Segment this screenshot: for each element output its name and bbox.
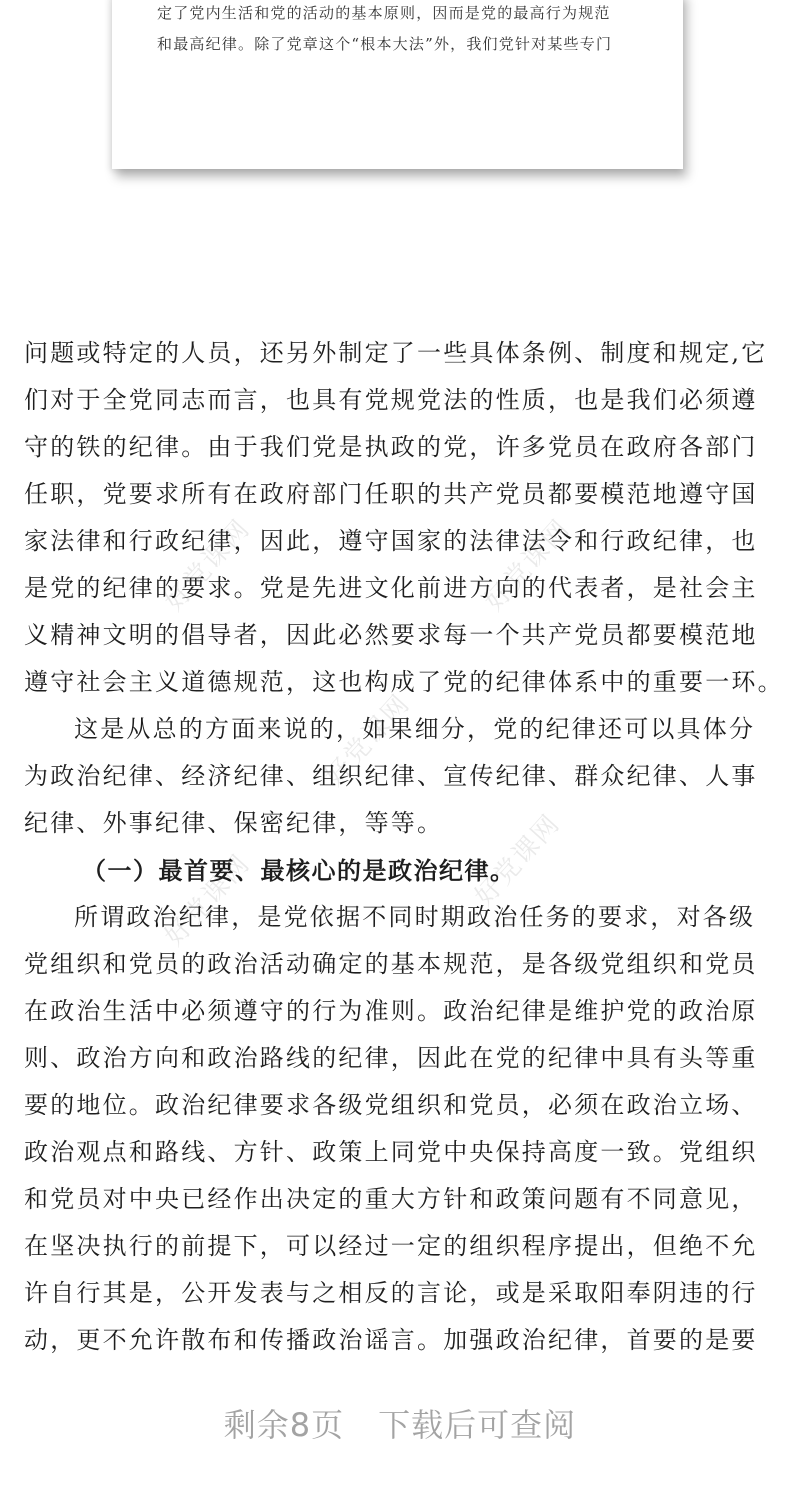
download-to-view-link[interactable]: 下载后可查阅 [378, 1406, 577, 1444]
remaining-pages-count[interactable]: 剩余8页 [223, 1406, 345, 1444]
document-line: 为政治纪律、经济纪律、组织纪律、宣传纪律、群众纪律、人事 [24, 762, 758, 790]
document-line: 政治观点和路线、方针、政策上同党中央保持高度一致。党组织 [24, 1138, 758, 1166]
document-line: 这是从总的方面来说的，如果细分，党的纪律还可以具体分 [74, 715, 756, 743]
document-line: 纪律、外事纪律、保密纪律，等等。 [24, 809, 444, 837]
watermark: 好党课网 [159, 848, 257, 952]
section-heading: （一）最首要、最核心的是政治纪律。 [82, 856, 516, 885]
document-line: 家法律和行政纪律，因此，遵守国家的法律法令和行政纪律，也 [24, 527, 758, 555]
watermark: 好党课网 [319, 688, 417, 792]
previous-page-preview-card [112, 0, 683, 169]
document-line: 党组织和党员的政治活动确定的基本规范，是各级党组织和党员 [24, 950, 758, 978]
document-line: 守的铁的纪律。由于我们党是执政的党，许多党员在政府各部门 [24, 433, 758, 461]
document-line: 遵守社会主义道德规范，这也构成了党的纪律体系中的重要一环。 [24, 668, 784, 696]
preview-line: 定了党内生活和党的活动的基本原则，因而是党的最高行为规范 [157, 4, 611, 22]
watermark: 好党课网 [479, 513, 577, 617]
document-line: 则、政治方向和政治路线的纪律，因此在党的纪律中具有头等重 [24, 1044, 758, 1072]
document-line: 任职，党要求所有在政府部门任职的共产党员都要模范地遵守国 [24, 480, 758, 508]
document-line: 要的地位。政治纪律要求各级党组织和党员，必须在政治立场、 [24, 1091, 758, 1119]
watermark: 好党课网 [159, 513, 257, 617]
document-body [24, 330, 794, 1364]
watermark: 好党课网 [469, 808, 567, 912]
remaining-pages-prompt[interactable] [0, 1400, 800, 1446]
document-line: 是党的纪律的要求。党是先进文化前进方向的代表者，是社会主 [24, 574, 758, 602]
document-line: 和党员对中央已经作出决定的重大方针和政策问题有不同意见， [24, 1185, 758, 1213]
document-line: 在政治生活中必须遵守的行为准则。政治纪律是维护党的政治原 [24, 997, 758, 1025]
document-line: 义精神文明的倡导者，因此必然要求每一个共产党员都要模范地 [24, 621, 758, 649]
document-line: 动，更不允许散布和传播政治谣言。加强政治纪律，首要的是要 [24, 1326, 758, 1354]
document-line: 许自行其是，公开发表与之相反的言论，或是采取阳奉阴违的行 [24, 1279, 758, 1307]
preview-line: 和最高纪律。除了党章这个“根本大法”外，我们党针对某些专门 [157, 35, 613, 53]
document-line: 们对于全党同志而言，也具有党规党法的性质，也是我们必须遵 [24, 386, 758, 414]
document-line: 所谓政治纪律，是党依据不同时期政治任务的要求，对各级 [74, 903, 756, 931]
document-line: 问题或特定的人员，还另外制定了一些具体条例、制度和规定,它 [24, 339, 768, 367]
document-line: 在坚决执行的前提下，可以经过一定的组织程序提出，但绝不允 [24, 1232, 758, 1260]
